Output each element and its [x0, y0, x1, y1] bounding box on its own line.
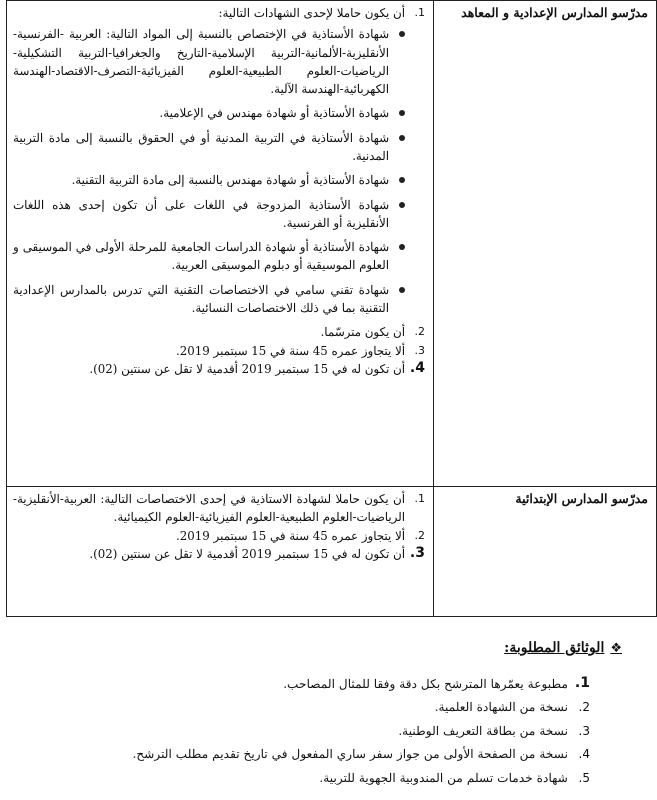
degree-item: شهادة الأستاذية المزدوجة في اللغات على أن تكون إحدى هذه اللغات الأنقليزية أو الفرنسية.	[13, 196, 405, 233]
condition-number: 2.	[414, 325, 425, 339]
condition-number: 1.	[414, 6, 425, 19]
item-text: نسخة من بطاقة التعريف الوطنية.	[398, 723, 568, 738]
condition-number: 1.	[414, 492, 425, 505]
documents-heading	[504, 640, 622, 656]
item-text: نسخة من الصفحة الأولى من جواز سفر ساري المفعول في تاريخ تقديم مطلب الترشح.	[132, 747, 568, 762]
condition-text: أن تكون له في 15 سبتمبر 2019 أقدمية لا تقل عن سنتين (02).	[89, 546, 405, 561]
category-label: مدرّسو المدارس الإعدادية و المعاهد	[461, 5, 648, 20]
table-row	[7, 1, 657, 487]
condition-text: ألا يتجاوز عمره 45 سنة في 15 سبتمبر 2019.	[176, 343, 405, 358]
item-number: 2.	[578, 700, 590, 715]
bullet-icon	[399, 244, 405, 250]
item-text: شهادة خدمات تسلم من المندوبية الجهوية للتربية.	[319, 770, 568, 785]
condition-item	[13, 360, 425, 378]
degree-item: شهادة الأستاذية في الإختصاص بالنسبة إلى المواد التالية: العربية -الفرنسية-الأنقليزية-الألمانية-التربية الإسلامية-التاريخ والجغرافيا-التربية التشكيلية-الرياضيات-العلوم الطبيعية-العلوم الفيزيائية-التصرف-الاقتصاد-الهندسة الكهربائية-الهندسة الآلية.	[13, 25, 405, 98]
condition-item	[13, 545, 425, 563]
degree-item: شهادة الأستاذية أو شهادة مهندس بالنسبة إلى مادة التربية التقنية.	[13, 171, 405, 189]
diamond-bullet-icon: ❖	[610, 640, 622, 656]
condition-number: 3.	[409, 544, 425, 561]
item-number: 4.	[578, 747, 590, 762]
item-number: 1.	[574, 675, 590, 692]
condition-item	[13, 4, 425, 22]
list-item	[30, 696, 590, 720]
conditions-cell	[7, 487, 434, 617]
list-item	[30, 719, 590, 743]
condition-number: 3.	[414, 343, 425, 357]
category-cell	[434, 487, 657, 617]
documents-list	[30, 672, 590, 790]
bullet-icon	[399, 202, 405, 208]
category-cell	[434, 1, 657, 487]
condition-text: أن يكون مترسّما.	[320, 325, 405, 340]
condition-text: أن يكون حاملا لإحدى الشهادات التالية:	[218, 6, 405, 20]
condition-number: 4.	[409, 359, 425, 376]
condition-text: أن تكون له في 15 سبتمبر 2019 أقدمية لا تقل عن سنتين (02).	[89, 361, 405, 376]
list-item	[30, 672, 590, 696]
degree-item: شهادة الأستاذية في التربية المدنية أو في الحقوق بالنسبة إلى مادة التربية المدنية.	[13, 129, 405, 166]
bullet-icon	[399, 287, 405, 293]
condition-number: 2.	[414, 528, 425, 542]
category-label: مدرّسو المدارس الإبتدائية	[515, 491, 648, 506]
degree-item: شهادة الأستاذية أو شهادة مهندس في الإعلامية.	[13, 104, 405, 122]
bullet-icon	[399, 31, 405, 37]
bullet-icon	[399, 135, 405, 141]
condition-text: أن يكون حاملا لشهادة الاستاذية في إحدى الاختصاصات التالية: العربية-الأنقليزية-الرياضيات-العلوم الطبيعية-العلوم الفيزيائية-العلوم الكيميائية.	[13, 492, 405, 525]
degree-item: شهادة تقني سامي في الاختصاصات التقنية التي تدرس بالمدارس الإعدادية التقنية بما في ذلك الاختصاصات النسائية.	[13, 281, 405, 318]
item-number: 5.	[578, 770, 590, 785]
condition-item	[13, 490, 425, 527]
condition-text: ألا يتجاوز عمره 45 سنة في 15 سبتمبر 2019.	[176, 528, 405, 543]
list-item	[30, 766, 590, 790]
item-text: مطبوعة يعمّرها المترشح بكل دقة وفقا للمثال المصاحب.	[283, 676, 568, 691]
degree-item: شهادة الأستاذية أو شهادة الدراسات الجامعية للمرحلة الأولى في الموسيقى و العلوم الموسيقية أو دبلوم الموسيقى العربية.	[13, 238, 405, 275]
condition-item	[13, 342, 425, 360]
condition-item	[13, 323, 425, 341]
bullet-icon	[399, 177, 405, 183]
degree-list	[13, 25, 425, 317]
requirements-table	[6, 0, 657, 617]
item-number: 3.	[578, 723, 590, 738]
condition-item	[13, 527, 425, 545]
documents-title: الوثائق المطلوبة:	[504, 640, 605, 656]
bullet-icon	[399, 110, 405, 116]
list-item	[30, 743, 590, 767]
item-text: نسخة من الشهادة العلمية.	[434, 700, 568, 715]
table-row	[7, 487, 657, 617]
conditions-cell	[7, 1, 434, 487]
